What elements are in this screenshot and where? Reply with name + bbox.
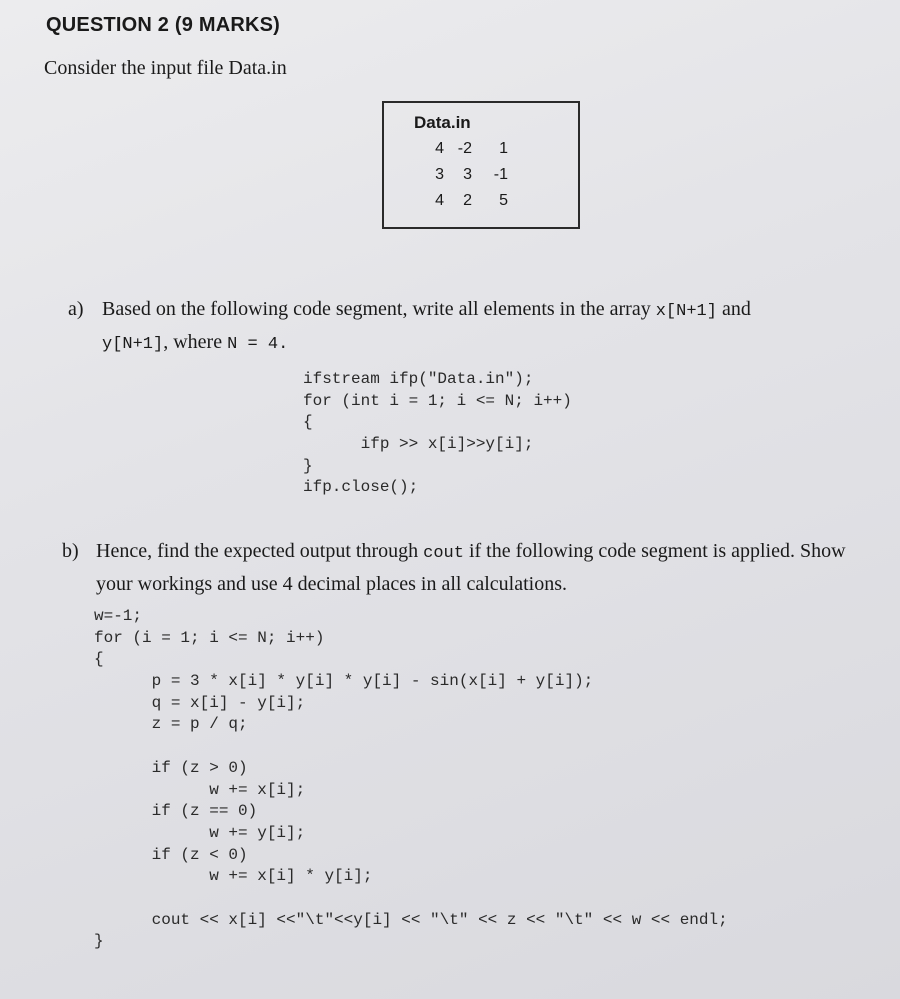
data-cell: 4 xyxy=(435,192,444,209)
data-cell: -1 xyxy=(493,166,508,183)
data-cell: -2 xyxy=(457,140,472,157)
code-line: for (int i = 1; i <= N; i++) xyxy=(303,391,572,410)
code-line: p = 3 * x[i] * y[i] * y[i] - sin(x[i] + y[i]); xyxy=(94,672,594,691)
code-segment-a xyxy=(303,369,572,499)
code-line: w += x[i] * y[i]; xyxy=(94,867,373,886)
data-row xyxy=(384,140,578,160)
code-line: ifstream ifp("Data.in"); xyxy=(303,370,534,388)
data-cell: 2 xyxy=(463,192,472,209)
part-b-label: b) xyxy=(62,540,79,562)
part-a-text-before: Based on the following code segment, write all elements in the array xyxy=(102,298,656,320)
code-line: for (i = 1; i <= N; i++) xyxy=(94,628,325,647)
code-line: cout << x[i] <<"\t"<<y[i] << "\t" << z << "\t" << w << endl; xyxy=(94,910,728,929)
part-a-label: a) xyxy=(68,298,84,320)
part-b-text xyxy=(96,536,862,600)
code-line: if (z == 0) xyxy=(94,802,258,821)
code-line: { xyxy=(94,650,104,669)
data-cell: 4 xyxy=(435,140,444,157)
part-b xyxy=(62,536,862,600)
data-row xyxy=(384,166,578,186)
data-cell: 3 xyxy=(435,166,444,183)
data-file-box xyxy=(382,101,580,229)
data-file-title: Data.in xyxy=(414,113,471,132)
n-value: N = 4. xyxy=(227,335,289,354)
code-line xyxy=(94,736,728,758)
code-line: } xyxy=(303,456,313,475)
code-line: if (z < 0) xyxy=(94,845,248,864)
array-x-ref: x[N+1] xyxy=(655,302,717,321)
part-a-and: and xyxy=(716,298,751,320)
code-line: w=-1; xyxy=(94,607,143,625)
data-cell: 1 xyxy=(499,140,508,157)
code-segment-b xyxy=(94,606,728,953)
code-line: q = x[i] - y[i]; xyxy=(94,693,306,712)
part-a-where: , where xyxy=(163,331,228,353)
data-cell: 3 xyxy=(463,166,472,183)
intro-text: Consider the input file Data.in xyxy=(44,57,287,79)
part-a-text xyxy=(102,294,858,360)
code-line: ifp >> x[i]>>y[i]; xyxy=(303,435,534,454)
code-line xyxy=(94,888,728,910)
code-line: w += x[i]; xyxy=(94,780,306,799)
code-line: w += y[i]; xyxy=(94,823,306,842)
data-row xyxy=(384,192,578,212)
code-line: z = p / q; xyxy=(94,715,248,734)
data-cell: 5 xyxy=(499,192,508,209)
cout-ref: cout xyxy=(423,544,464,563)
question-heading: QUESTION 2 (9 MARKS) xyxy=(46,14,281,36)
array-y-ref: y[N+1] xyxy=(102,335,164,354)
part-a xyxy=(68,294,858,360)
code-line: } xyxy=(94,932,104,951)
code-line: ifp.close(); xyxy=(303,478,419,497)
code-line: { xyxy=(303,413,313,432)
code-line: if (z > 0) xyxy=(94,758,248,777)
part-b-text-after: if the following code segment is applied. Show your workings and use 4 decimal places in all calculations. xyxy=(96,540,846,595)
part-b-text-before: Hence, find the expected output through xyxy=(96,540,424,562)
